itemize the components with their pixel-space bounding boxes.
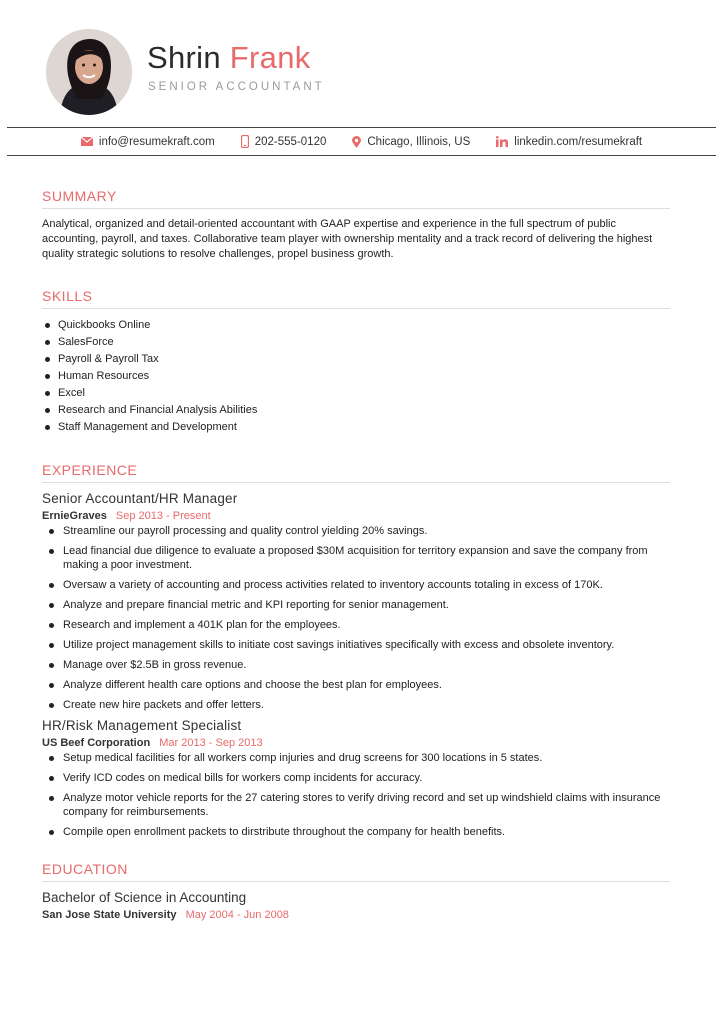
phone-text: 202-555-0120 [254,135,327,148]
location-text: Chicago, Illinois, US [367,135,471,148]
job-dates: Mar 2013 - Sep 2013 [159,737,263,749]
summary-section [42,188,670,262]
resume-header [0,0,723,127]
education-section [42,861,670,921]
school-name: San Jose State University [42,909,177,921]
job-bullet: Create new hire packets and offer letters. [42,698,670,712]
job-entry [42,491,670,712]
job-meta [42,510,670,522]
degree-title: Bachelor of Science in Accounting [42,890,247,905]
job-meta [42,737,670,749]
job-bullet: Research and implement a 401K plan for the employees. [42,618,670,632]
job-bullet: Streamline our payroll processing and quality control yielding 20% savings. [42,524,670,538]
contact-phone[interactable] [241,135,327,148]
skill-item: Staff Management and Development [42,419,670,436]
company-name: US Beef Corporation [42,737,151,749]
contact-email[interactable] [81,136,215,148]
job-bullet: Lead financial due diligence to evaluate a proposed $30M acquisition for territory expansion and save the company from making a poor investment. [42,544,670,572]
skill-item: Research and Financial Analysis Abilities [42,402,670,419]
skills-section [42,288,670,436]
phone-icon [241,135,249,148]
experience-heading: EXPERIENCE [42,462,670,483]
candidate-name [147,40,311,76]
education-meta [42,909,670,921]
job-entry [42,718,670,839]
resume-body [42,188,670,921]
job-bullet: Analyze different health care options and choose the best plan for employees. [42,678,670,692]
job-bullet: Utilize project management skills to initiate cost savings initiatives specifically with excess and obsolete inventory. [42,638,670,652]
skill-item: Human Resources [42,368,670,385]
skill-item: Quickbooks Online [42,317,670,334]
skill-item: Excel [42,385,670,402]
skill-item: SalesForce [42,334,670,351]
summary-heading: SUMMARY [42,188,670,209]
contact-location [352,136,470,148]
skills-heading: SKILLS [42,288,670,309]
job-title-heading: SENIOR ACCOUNTANT [148,81,325,93]
job-bullets [42,524,670,712]
company-name: ErnieGraves [42,510,107,522]
envelope-icon [81,137,93,146]
job-bullet: Manage over $2.5B in gross revenue. [42,658,670,672]
first-name: Shrin [147,40,221,75]
linkedin-icon [496,136,508,147]
job-bullet: Analyze motor vehicle reports for the 27 catering stores to verify driving record and set up windshield claims with insurance company for reimbursements. [42,791,670,819]
summary-text: Analytical, organized and detail-oriented accountant with GAAP expertise and experience in the full spectrum of public accounting, payroll, and taxes. Collaborative team player with ownership mentality and a track record of delivering the highest quality strategic solutions to resolve challenges, propel business growth. [42,218,653,260]
job-bullets [42,751,670,839]
education-dates: May 2004 - Jun 2008 [185,909,289,921]
job-dates: Sep 2013 - Present [115,510,211,522]
last-name: Frank [229,40,311,75]
contact-linkedin[interactable] [496,136,642,148]
contact-bar [7,127,716,156]
job-title: Senior Accountant/HR Manager [42,491,238,506]
skill-item: Payroll & Payroll Tax [42,351,670,368]
education-heading: EDUCATION [42,861,670,882]
job-bullet: Compile open enrollment packets to dirstribute throughout the company for health benefits. [42,825,670,839]
skills-list [42,317,670,436]
profile-photo [46,29,132,115]
email-text: info@resumekraft.com [98,135,215,148]
profile-photo-illustration [46,29,132,115]
linkedin-text: linkedin.com/resumekraft [514,135,643,148]
job-bullet: Setup medical facilities for all workers comp injuries and drug screens for 300 locations in 5 states. [42,751,670,765]
map-pin-icon [352,136,361,148]
job-title: HR/Risk Management Specialist [42,718,242,733]
job-bullet: Oversaw a variety of accounting and process activities related to inventory accounts totaling in excess of 170K. [42,578,670,592]
experience-section [42,462,670,839]
job-bullet: Analyze and prepare financial metric and KPI reporting for senior management. [42,598,670,612]
job-bullet: Verify ICD codes on medical bills for workers comp incidents for accuracy. [42,771,670,785]
